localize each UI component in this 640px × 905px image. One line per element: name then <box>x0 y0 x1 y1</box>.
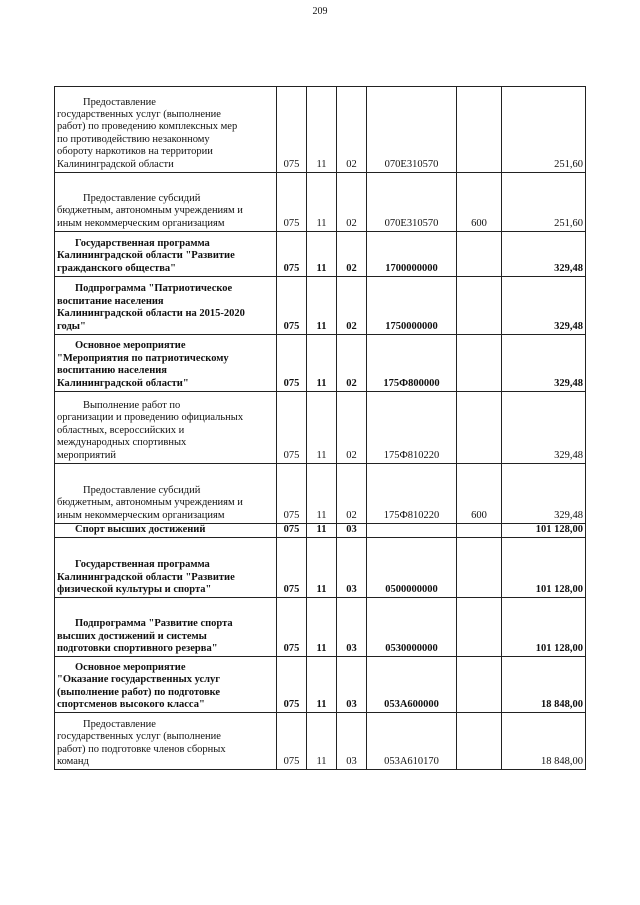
row-name <box>55 657 277 713</box>
expense-type <box>457 524 502 538</box>
row-name-line: Подпрограмма "Патриотическое <box>75 283 233 295</box>
subsection-code: 02 <box>337 87 367 173</box>
ministry-code: 075 <box>277 598 307 657</box>
amount: 329,48 <box>502 464 586 524</box>
section-code: 11 <box>307 538 337 598</box>
row-name-line: по противодействию незаконному <box>57 133 210 145</box>
target-article: 175Ф810220 <box>367 392 457 464</box>
section-code: 11 <box>307 524 337 538</box>
expense-type <box>457 538 502 598</box>
target-article: 070Е310570 <box>367 87 457 173</box>
amount: 18 848,00 <box>502 713 586 770</box>
expense-type: 600 <box>457 464 502 524</box>
row-name-line: обороту наркотиков на территории <box>57 146 213 158</box>
row-name <box>55 173 277 232</box>
section-code: 11 <box>307 598 337 657</box>
row-name-line: Предоставление субсидий <box>83 484 201 496</box>
row-name-line: Предоставление субсидий <box>83 192 201 204</box>
row-name-line: Государственная программа <box>75 559 210 571</box>
table-row <box>55 713 586 770</box>
expense-type <box>457 87 502 173</box>
row-name-line: бюджетным, автономным учреждениям и <box>57 497 243 509</box>
table-row <box>55 657 586 713</box>
expense-type <box>457 335 502 392</box>
row-name <box>55 232 277 277</box>
expense-type <box>457 713 502 770</box>
row-name-line: Спорт высших достижений <box>75 524 206 535</box>
table-row <box>55 392 586 464</box>
table-row <box>55 464 586 524</box>
ministry-code: 075 <box>277 538 307 598</box>
row-name <box>55 598 277 657</box>
row-name-line: международных спортивных <box>57 437 187 449</box>
table-row <box>55 87 586 173</box>
expense-type: 600 <box>457 173 502 232</box>
target-article: 0530000000 <box>367 598 457 657</box>
page-number: 209 <box>312 6 328 17</box>
row-name-line: государственных услуг (выполнение <box>57 731 221 743</box>
row-name-line: Калининградской области "Развитие <box>57 250 235 262</box>
amount: 251,60 <box>502 87 586 173</box>
ministry-code: 075 <box>277 173 307 232</box>
ministry-code: 075 <box>277 87 307 173</box>
row-name <box>55 335 277 392</box>
subsection-code: 03 <box>337 538 367 598</box>
row-name <box>55 524 277 538</box>
row-name-line: Государственная программа <box>75 237 210 249</box>
expense-type <box>457 657 502 713</box>
row-name-line: Подпрограмма "Развитие спорта <box>75 618 233 630</box>
table-row <box>55 173 586 232</box>
amount: 329,48 <box>502 232 586 277</box>
row-name-line: Выполнение работ по <box>83 399 181 411</box>
amount: 251,60 <box>502 173 586 232</box>
row-name-line: (выполнение работ) по подготовке <box>57 686 221 698</box>
row-name <box>55 713 277 770</box>
subsection-code: 03 <box>337 657 367 713</box>
table-row <box>55 598 586 657</box>
section-code: 11 <box>307 335 337 392</box>
target-article: 0500000000 <box>367 538 457 598</box>
row-name-line: Основное мероприятие <box>75 340 186 352</box>
row-name-line: гражданского общества" <box>57 262 177 274</box>
target-article: 175Ф810220 <box>367 464 457 524</box>
row-name-line: мероприятий <box>57 449 116 461</box>
table-row <box>55 524 586 538</box>
row-name-line: годы" <box>57 320 86 332</box>
subsection-code: 02 <box>337 232 367 277</box>
row-name-line: бюджетным, автономным учреждениям и <box>57 205 243 217</box>
section-code: 11 <box>307 392 337 464</box>
ministry-code: 075 <box>277 464 307 524</box>
amount: 329,48 <box>502 392 586 464</box>
section-code: 11 <box>307 464 337 524</box>
section-code: 11 <box>307 657 337 713</box>
target-article: 070Е310570 <box>367 173 457 232</box>
section-code: 11 <box>307 232 337 277</box>
row-name-line: Калининградской области на 2015-2020 <box>57 308 245 320</box>
section-code: 11 <box>307 87 337 173</box>
row-name-line: организации и проведению официальных <box>57 412 244 424</box>
row-name-line: Калининградской области" <box>57 377 189 389</box>
table-row <box>55 538 586 598</box>
row-name-line: воспитание населения <box>57 295 164 307</box>
subsection-code: 03 <box>337 598 367 657</box>
ministry-code: 075 <box>277 277 307 335</box>
row-name <box>55 464 277 524</box>
target-article: 1750000000 <box>367 277 457 335</box>
row-name-line: подготовки спортивного резерва" <box>57 643 218 654</box>
section-code: 11 <box>307 277 337 335</box>
subsection-code: 02 <box>337 392 367 464</box>
section-code: 11 <box>307 713 337 770</box>
row-name-line: государственных услуг (выполнение <box>57 108 221 120</box>
table-row <box>55 232 586 277</box>
row-name-line: Предоставление <box>83 718 156 730</box>
row-name-line: физической культуры и спорта" <box>57 584 212 595</box>
ministry-code: 075 <box>277 392 307 464</box>
ministry-code: 075 <box>277 524 307 538</box>
ministry-code: 075 <box>277 713 307 770</box>
expense-type <box>457 598 502 657</box>
row-name <box>55 87 277 173</box>
amount: 101 128,00 <box>502 598 586 657</box>
subsection-code: 02 <box>337 173 367 232</box>
amount: 329,48 <box>502 277 586 335</box>
subsection-code: 03 <box>337 713 367 770</box>
row-name-line: Предоставление <box>83 96 156 108</box>
target-article: 175Ф800000 <box>367 335 457 392</box>
expense-type <box>457 392 502 464</box>
subsection-code: 03 <box>337 524 367 538</box>
row-name-line: спортсменов высокого класса" <box>57 699 205 710</box>
subsection-code: 02 <box>337 335 367 392</box>
amount: 101 128,00 <box>502 524 586 538</box>
row-name-line: Калининградской области "Развитие <box>57 571 235 583</box>
row-name <box>55 538 277 598</box>
row-name-line: воспитанию населения <box>57 365 167 377</box>
section-code: 11 <box>307 173 337 232</box>
row-name-line: "Оказание государственных услуг <box>57 674 221 686</box>
row-name <box>55 277 277 335</box>
subsection-code: 02 <box>337 464 367 524</box>
expense-type <box>457 277 502 335</box>
row-name-line: высших достижений и системы <box>57 630 207 642</box>
target-article: 053А610170 <box>367 713 457 770</box>
row-name-line: иным некоммерческим организациям <box>57 217 225 229</box>
row-name-line: Основное мероприятие <box>75 661 186 673</box>
row-name-line: областных, всероссийских и <box>57 424 185 436</box>
target-article: 1700000000 <box>367 232 457 277</box>
target-article <box>367 524 457 538</box>
ministry-code: 075 <box>277 335 307 392</box>
amount: 101 128,00 <box>502 538 586 598</box>
subsection-code: 02 <box>337 277 367 335</box>
row-name-line: команд <box>57 756 89 767</box>
table-row <box>55 277 586 335</box>
row-name-line: иным некоммерческим организациям <box>57 509 225 521</box>
target-article: 053А600000 <box>367 657 457 713</box>
expense-type <box>457 232 502 277</box>
row-name-line: Калининградской области <box>57 158 174 170</box>
ministry-code: 075 <box>277 232 307 277</box>
row-name-line: "Мероприятия по патриотическому <box>57 352 229 364</box>
amount: 18 848,00 <box>502 657 586 713</box>
ministry-code: 075 <box>277 657 307 713</box>
budget-table <box>54 86 586 770</box>
row-name-line: работ) по подготовке членов сборных <box>57 743 226 755</box>
amount: 329,48 <box>502 335 586 392</box>
row-name <box>55 392 277 464</box>
row-name-line: работ) по проведению комплексных мер <box>57 121 238 133</box>
table-row <box>55 335 586 392</box>
